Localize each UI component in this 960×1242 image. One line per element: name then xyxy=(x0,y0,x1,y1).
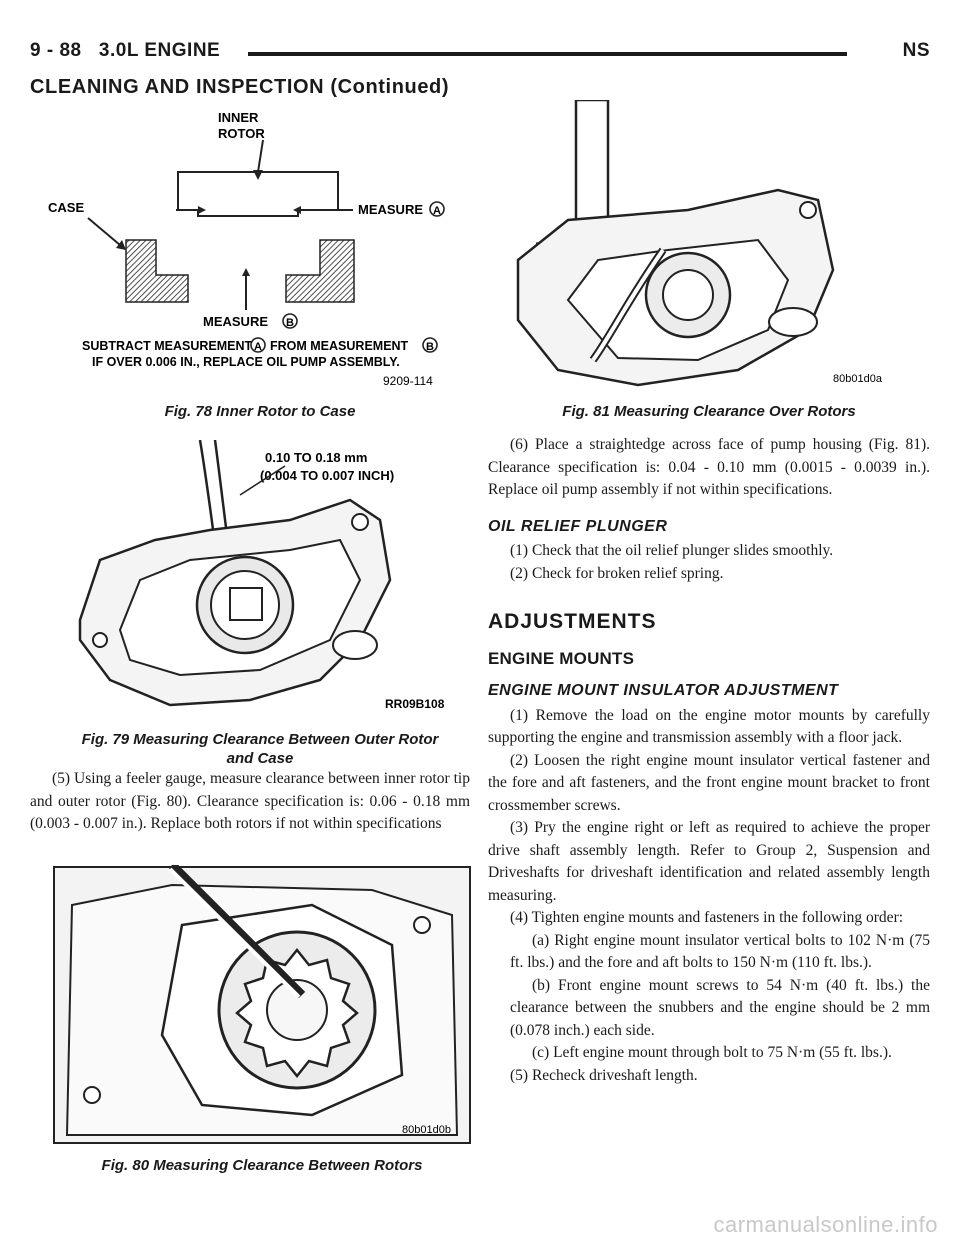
fig79-ref: RR09B108 xyxy=(385,697,445,711)
fig79-spec-inch: (0.004 TO 0.007 INCH) xyxy=(260,468,395,483)
fig81-caption: Fig. 81 Measuring Clearance Over Rotors xyxy=(562,403,856,420)
fig80-ref: 80b01d0b xyxy=(402,1124,451,1136)
fig81-illustration xyxy=(488,100,930,392)
fig78-letter-b: B xyxy=(286,317,294,329)
oil-relief-plunger-heading: OIL RELIEF PLUNGER xyxy=(488,517,668,535)
step5-paragraph: (5) Using a feeler gauge, measure clearance between inner rotor tip and outer rotor (Fig. 80). Clearance specification is: 0.06 - 0.18 mm (0.003 - 0.007 in.). Replace both rotors if not within specifications xyxy=(30,770,470,832)
watermark: carmanualsonline.info xyxy=(713,1212,938,1237)
fig78-note-letter-b: B xyxy=(426,341,434,353)
oil-relief-step2: (2) Check for broken relief spring. xyxy=(510,564,724,582)
manual-code: NS xyxy=(902,40,930,61)
fig78-caption: Fig. 78 Inner Rotor to Case xyxy=(164,403,356,420)
fig78-letter-a: A xyxy=(433,205,441,217)
mount-step2: (2) Loosen the right engine mount insulator vertical fastener and the fore and aft fasteners, and the front engine mount bracket to front crossmember screws. xyxy=(488,751,930,814)
fig79-caption-line2: and Case xyxy=(226,750,294,767)
fig79-caption-line1: Fig. 79 Measuring Clearance Between Outer Rotor xyxy=(81,731,439,748)
fig78-label-measure-b: MEASURE xyxy=(203,314,269,329)
adjustments-heading: ADJUSTMENTS xyxy=(488,610,657,633)
step6-paragraph: (6) Place a straightedge across face of pump housing (Fig. 81). Clearance specification is: 0.04 - 0.10 mm (0.0015 - 0.0039 in.). Replace oil pump assembly if not within specifications. xyxy=(488,436,930,498)
mount-step1: (1) Remove the load on the engine motor mounts by carefully supporting the engine and transmission assembly with a floor jack. xyxy=(488,706,930,746)
section-title: CLEANING AND INSPECTION (Continued) xyxy=(30,76,450,98)
fig78-label-inner: INNER xyxy=(218,110,259,125)
left-column-text xyxy=(30,768,470,836)
fig79-spec-mm: 0.10 TO 0.18 mm xyxy=(265,450,368,465)
page-reference: 9 - 88 3.0L ENGINE xyxy=(30,40,221,61)
fig78-note-line2: IF OVER 0.006 IN., REPLACE OIL PUMP ASSEMBLY. xyxy=(92,355,400,369)
fig78-ref: 9209-114 xyxy=(383,374,433,388)
mount-step4: (4) Tighten engine mounts and fasteners in the following order: xyxy=(510,909,904,926)
fig79-illustration xyxy=(60,440,460,712)
fig80-illustration xyxy=(52,865,472,1145)
mount-step4c: (c) Left engine mount through bolt to 75 N·m (55 ft. lbs.). xyxy=(532,1044,892,1061)
fig81-ref: 80b01d0a xyxy=(833,373,882,385)
header-rule xyxy=(248,52,847,56)
oil-relief-step1: (1) Check that the oil relief plunger slides smoothly. xyxy=(510,542,834,559)
fig78-label-case: CASE xyxy=(48,200,85,215)
mount-step5: (5) Recheck driveshaft length. xyxy=(510,1066,698,1084)
fig78-note-line1b: FROM MEASUREMENT xyxy=(270,339,409,353)
fig78-note-line1a: SUBTRACT MEASUREMENT xyxy=(82,339,253,353)
fig78-diagram xyxy=(48,100,468,392)
engine-mounts-heading: ENGINE MOUNTS xyxy=(488,648,635,668)
mount-step4b: (b) Front engine mount screws to 54 N·m (40 ft. lbs.) the clearance between the snubbers and the engine should be 2 mm (0.078 inch.) each side. xyxy=(510,976,930,1039)
right-column-text xyxy=(488,434,930,1087)
fig80-caption: Fig. 80 Measuring Clearance Between Rotors xyxy=(101,1157,423,1174)
fig78-note-letter-a: A xyxy=(254,341,262,353)
engine-mount-insulator-heading: ENGINE MOUNT INSULATOR ADJUSTMENT xyxy=(488,682,839,699)
mount-step3: (3) Pry the engine right or left as required to achieve the proper drive shaft assembly length. Refer to Group 2, Suspension and Driveshafts for driveshaft identification and related assembly length measuring. xyxy=(488,819,930,904)
fig78-label-measure-a: MEASURE xyxy=(358,202,424,217)
mount-step4a: (a) Right engine mount insulator vertical bolts to 102 N·m (75 ft. lbs.) and the fore and aft bolts to 150 N·m (110 ft. lbs.). xyxy=(510,931,930,971)
fig78-label-rotor: ROTOR xyxy=(218,126,265,141)
